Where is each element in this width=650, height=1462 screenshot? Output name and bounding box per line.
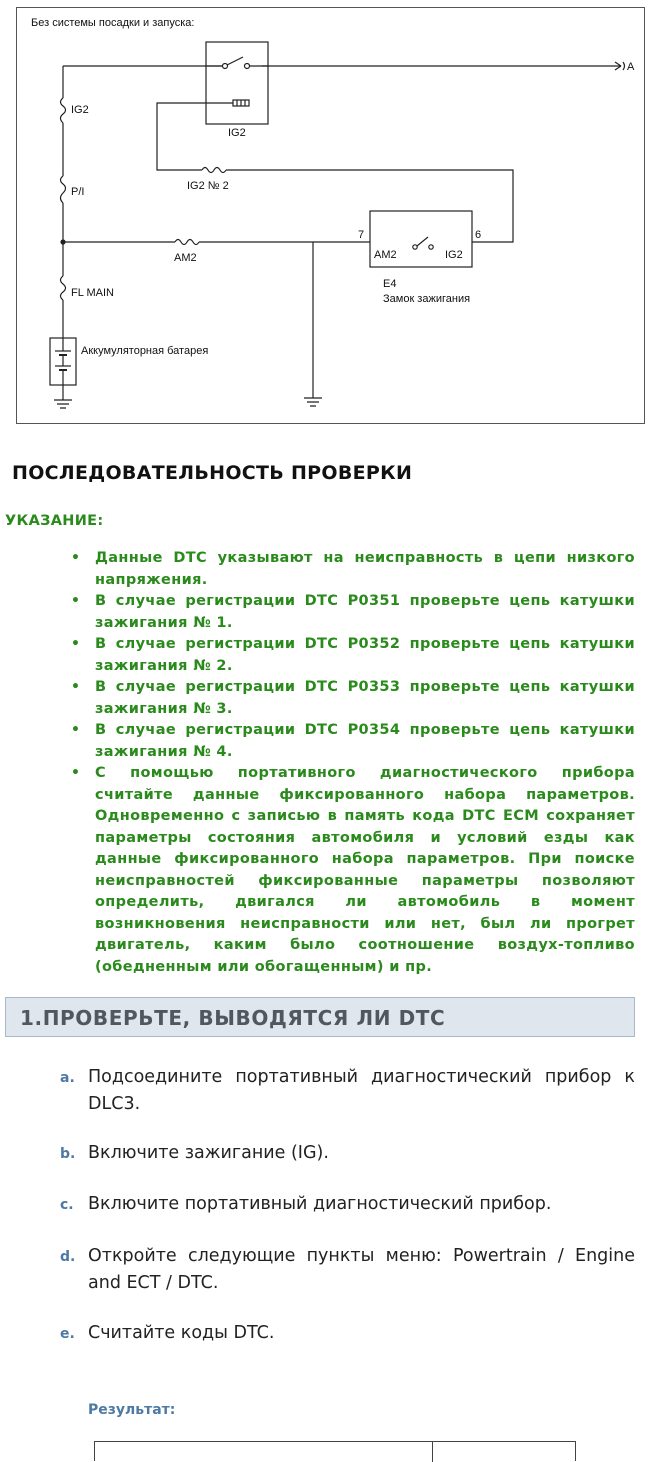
relay-label: IG2 (228, 127, 246, 139)
result-table (94, 1441, 576, 1461)
bullet-icon: • (71, 679, 81, 695)
relay-contact (245, 64, 250, 69)
step-list (60, 1064, 635, 1347)
wire-coil-loop (157, 103, 233, 170)
step-text: Откройте следующие пункты меню: Powertrain / Engine and ECT / DTC. (88, 1246, 635, 1293)
note-item (70, 634, 635, 677)
step-header (5, 997, 635, 1037)
connector-a-label: A (627, 61, 635, 73)
fuse-ig2 (61, 98, 66, 123)
junction-dot (61, 240, 65, 244)
relay-contact (223, 64, 228, 69)
bullet-icon: • (71, 593, 81, 609)
step-item (60, 1191, 635, 1218)
step-letter: e. (60, 1326, 75, 1342)
connector-a-icon (623, 62, 625, 70)
step-item (60, 1140, 635, 1167)
note-text: В случае регистрации DTC P0352 проверьте цепь катушки зажигания № 2. (95, 636, 635, 674)
step-text: Считайте коды DTC. (88, 1323, 275, 1343)
switch-contact (429, 245, 433, 249)
wiring-diagram (16, 7, 645, 424)
step-item (60, 1243, 635, 1297)
switch-pin-left: 7 (358, 229, 365, 241)
fuse-am2 (175, 240, 199, 245)
note-text: В случае регистрации DTC P0351 проверьте цепь катушки зажигания № 1. (95, 593, 635, 631)
step-letter: d. (60, 1249, 76, 1265)
battery-label: Аккумуляторная батарея (81, 345, 209, 357)
switch-term-left: AM2 (374, 249, 397, 261)
step-text: Включите портативный диагностический прибор. (88, 1194, 552, 1214)
step-text: Подсоедините портативный диагностический прибор к DLC3. (88, 1067, 635, 1114)
bullet-icon: • (71, 550, 81, 566)
step-letter: b. (60, 1146, 76, 1162)
note-list (70, 548, 635, 978)
section-title: ПОСЛЕДОВАТЕЛЬНОСТЬ ПРОВЕРКИ (12, 462, 413, 484)
step-item (60, 1064, 635, 1118)
step-letter: a. (60, 1070, 75, 1086)
note-text: С помощью портативного диагностического прибора считайте данные фиксированного набора параметров. Одновременно с записью в память кода DTC ECM сохраняет параметры состояния автомобиля и условий езды как данные фиксированного набора параметров. При поиске неисправностей фиксированные параметры позволяют определить, двигался ли автомобиль в момент возникновения неисправности или нет, был ли прогрет двигатель, каким было соотношение воздух-топливо (обедненным или обогащенным) и пр. (95, 765, 635, 975)
step-text: Включите зажигание (IG). (88, 1143, 329, 1163)
fuse-ig2-no2-label: IG2 № 2 (187, 180, 229, 192)
diagram-caption: Без системы посадки и запуска: (31, 17, 195, 29)
fuse-ig2-no2 (202, 168, 226, 173)
note-item (70, 548, 635, 591)
switch-arm (417, 237, 428, 246)
relay-box (206, 42, 268, 124)
fuse-fl-main (61, 276, 66, 300)
step-item (60, 1320, 635, 1347)
fuse-ig2-label: IG2 (71, 104, 89, 116)
note-label: УКАЗАНИЕ: (5, 513, 104, 529)
relay-switch-arm (227, 57, 243, 65)
fuse-pi (61, 176, 66, 203)
note-item (70, 591, 635, 634)
switch-pin-right: 6 (475, 229, 482, 241)
fuse-pi-label: P/I (71, 186, 85, 198)
note-text: В случае регистрации DTC P0353 проверьте цепь катушки зажигания № 3. (95, 679, 635, 717)
note-item (70, 720, 635, 763)
switch-name: Замок зажигания (383, 293, 471, 305)
note-item (70, 677, 635, 720)
ground-icon (304, 398, 322, 406)
note-item (70, 763, 635, 978)
step-title: 1.ПРОВЕРЬТЕ, ВЫВОДЯТСЯ ЛИ DTC (20, 1006, 446, 1030)
switch-term-right: IG2 (445, 249, 463, 261)
step-letter: c. (60, 1197, 74, 1213)
note-text: В случае регистрации DTC P0354 проверьте цепь катушки зажигания № 4. (95, 722, 635, 760)
note-text: Данные DTC указывают на неисправность в цепи низкого напряжения. (95, 550, 635, 588)
switch-contact (413, 245, 417, 249)
table-divider (432, 1442, 433, 1462)
bullet-icon: • (71, 722, 81, 738)
switch-code: E4 (383, 278, 397, 290)
fuse-fl-main-label: FL MAIN (71, 287, 114, 299)
bullet-icon: • (71, 636, 81, 652)
fuse-am2-label: AM2 (174, 252, 197, 264)
bullet-icon: • (71, 765, 81, 781)
result-label: Результат: (88, 1402, 176, 1418)
wiring-diagram-svg (17, 8, 646, 425)
ground-icon (54, 400, 72, 408)
